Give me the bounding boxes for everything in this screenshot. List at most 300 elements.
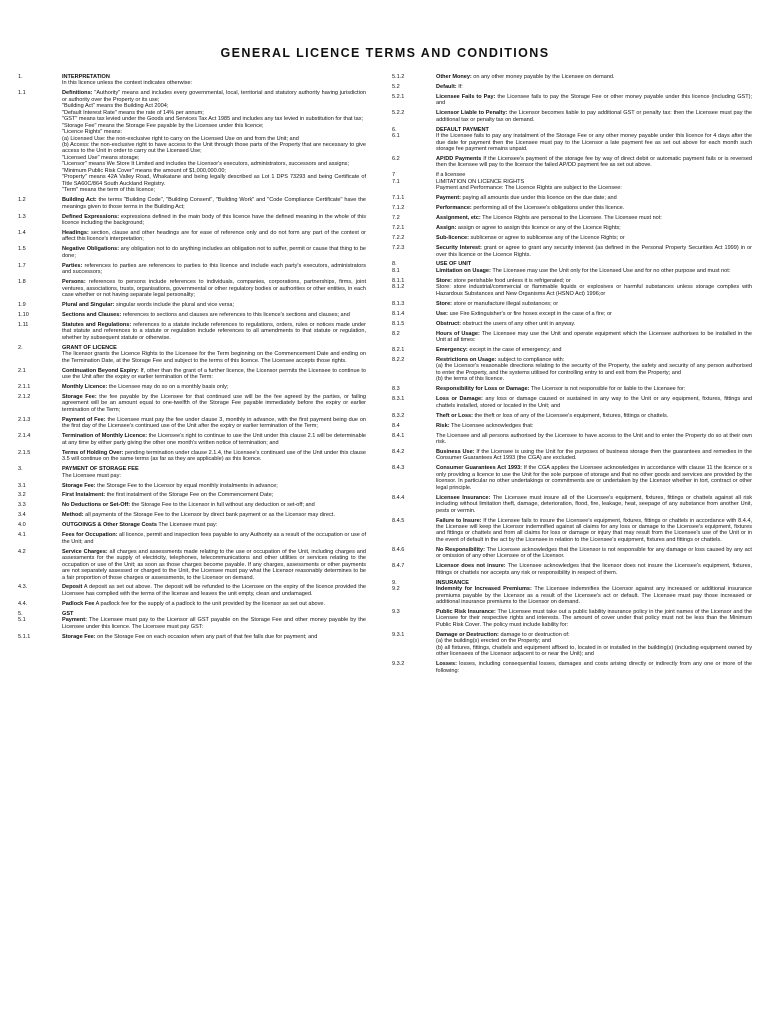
clause-body: the first instalment of the Storage Fee on the Commencement Date; (106, 492, 274, 499)
clause-number: 3.3 (18, 502, 26, 509)
clause (392, 245, 752, 258)
clause-text (436, 261, 752, 274)
clause-text (62, 90, 366, 193)
clause (392, 321, 752, 327)
clause (392, 357, 752, 383)
clause-heading: Statutes and Regulations: (62, 321, 132, 328)
clause (18, 263, 366, 276)
clause-body: The Licensee and all persons authorised by the Licensee to have access to the Unit and to enter the Property do so at their own risk. (436, 432, 752, 445)
clause-body: store perishable food unless it is refrigerated; or Store: store industrial/commercial or flammable liquids or explosives or harmful substances unless storage complies with Hazardous Substances and New Organisms Act (HSNO Act) 1996;or (436, 277, 752, 297)
clause-text (436, 94, 752, 107)
clause-text (436, 449, 752, 462)
clause-heading: First Instalment: (62, 492, 106, 499)
clause (18, 74, 366, 87)
clause-text (62, 502, 366, 508)
clause-number: 8.4.1 (392, 432, 405, 439)
clause-body: on any other money payable by the Licensee on demand. (473, 74, 615, 80)
clause-heading: Sections and Clauses: (62, 312, 122, 318)
clause-heading: Monthly Licence: (62, 384, 108, 391)
clause (18, 302, 366, 308)
clause-body: the Licensor becomes liable to pay additional GST or penalty tax: then the Licensee must pay the additional tax or penalty tax on demand. (436, 110, 752, 123)
clause-text (62, 512, 366, 518)
clause-body: store or manufacture illegal substances; or (453, 300, 559, 307)
clause-heading: Store: (436, 300, 453, 307)
clause-heading: Building Act: (62, 197, 97, 204)
clause-text (436, 172, 752, 191)
clause-text (436, 331, 752, 344)
clause (18, 466, 366, 479)
clause (392, 347, 752, 353)
clause-heading: Licensee Fails to Pay: (436, 93, 496, 100)
clause (392, 156, 752, 169)
clause-number: 8.1.1 8.1.2 (392, 277, 405, 291)
clause-number: 1.5 (18, 246, 26, 253)
clause-heading: Failure to Insure: (436, 517, 482, 524)
clause-text (436, 580, 752, 606)
clause (392, 278, 752, 297)
clause-text (436, 495, 752, 514)
clause (18, 522, 366, 528)
clause-text (62, 345, 366, 364)
clause-body: The Licensee must insure all of the Licensee's equipment, fixtures, fittings or chattels against all risk including without limitation theft, damage, deterioration, flood, fire, leakage, heat, seepage of any substance from another Unit, pests or vermin. (436, 494, 752, 514)
clause-text (436, 311, 752, 317)
clause-text (436, 245, 752, 258)
clause (392, 495, 752, 514)
clause-text (62, 246, 366, 259)
clause-body: A padlock fee for the supply of a padlock to the unit provided by the licensor as set out above. (95, 600, 326, 607)
clause (392, 423, 752, 429)
clause-text (436, 347, 752, 353)
clause-number: 2.1.1 (18, 384, 31, 391)
clause-text (62, 466, 366, 479)
clause-heading: Theft or Loss: (436, 412, 473, 419)
clause-heading: Storage Fee: (62, 394, 97, 401)
clause (18, 634, 366, 640)
clause-number: 8.4.5 (392, 517, 405, 524)
clause-number: 8.1.5 (392, 320, 405, 327)
clause-number: 4.2 (18, 548, 26, 555)
clause-text (436, 74, 752, 80)
clause-body: references to a statute include references to regulations, orders, rules or notices made under that statute and references to a statute or regulation include references to all amendments to that statute or regulation, whether by subsequent statute or otherwise. (62, 321, 366, 341)
clause-body: all payments of the Storage Fee to the Licensor by direct bank payment or as the Licensor may direct. (85, 512, 335, 519)
clause-body: If the Licensee fails to pay any instalment of the Storage Fee or any other money payable under this licence for 4 days after the due date for payment then the Licensee must pay to the Licensor a late payment fee as set out above for each month such storage fee payment remains unpaid. (436, 133, 752, 153)
clause-heading: INTERPRETATION (62, 74, 110, 80)
clause-number: 8.1.4 (392, 310, 405, 317)
clause-heading: Defined Expressions: (62, 213, 120, 220)
clause-body: the Licensee must pay the fee under clause 3, monthly in advance, with the first payment being due on the first day of the Licensee's continued use of the Unit after the expiry or earlier termination of the Term; (62, 416, 366, 430)
clause (392, 331, 752, 344)
clause-heading: Risk: (436, 422, 450, 429)
clause-heading: Loss or Damage: (436, 396, 483, 403)
clause-body: the Licensee's right to continue to use the Unit under this clause 2.1 will be determinable at any time by either party giving the other one month's written notice of termination; and (62, 433, 366, 446)
clause-number: 3.4 (18, 512, 26, 519)
clause-text (436, 127, 752, 153)
clause-body: If the Licensee is using the Unit for the purposes of business storage then the guarantees and remedies in the Consumer Guarantees Act 1993 (the CGA) are excluded. (436, 448, 752, 462)
clause-text (62, 532, 366, 545)
clause-text (62, 302, 366, 308)
clause-heading: Security Interest: (436, 245, 482, 252)
clause-number: 8.3 (392, 386, 400, 393)
clause-body: any obligation not to do anything includes an obligation not to suffer, permit or cause that thing to be done; (62, 246, 366, 259)
clause-number: 5. 5.1 (18, 610, 26, 624)
clause-body: The Licensee acknowledges that the licensor does not insure the Licensee's equipment, fixtures, fittings or chattels nor accepts any risk or responsibility in respect of them. (436, 563, 752, 576)
clause-text (436, 609, 752, 628)
clause-heading: No Responsibility: (436, 546, 485, 553)
clause-text (62, 368, 366, 381)
clause-text (436, 413, 752, 419)
clause-text (436, 518, 752, 544)
clause-text (62, 492, 366, 498)
clause (392, 261, 752, 274)
clause (392, 547, 752, 560)
clause-body: section, clause and other headings are for ease of reference only and do not form any part of the context or affect this licence's interpretation; (62, 229, 367, 243)
clause-heading: No Deductions or Set-Off: (62, 502, 131, 509)
clause-body: If: (458, 83, 463, 90)
clause-number: 5.2 (392, 83, 400, 90)
clause-heading: Responsibility for Loss or Damage: (436, 386, 530, 393)
clause-text (62, 584, 366, 597)
clause-body: the theft or loss of any of the Licensee's equipment, fixtures, fittings or chattels. (474, 412, 669, 419)
clause (18, 312, 366, 318)
clause-heading: Damage or Destruction: (436, 631, 499, 638)
clause (392, 632, 752, 658)
clause (18, 502, 366, 508)
clause-body: The Licensee acknowledges that the Licensor is not responsible for any damage or loss caused by any act or omission of any other Licensee or of the Licensor. (436, 546, 752, 560)
clause (18, 279, 366, 298)
right-column (392, 74, 752, 678)
clause-number: 2.1 (18, 367, 26, 374)
clause (18, 214, 366, 227)
clause-text (62, 549, 366, 581)
clause-heading: INSURANCE Indemnity for Increased Premiums: (436, 579, 532, 593)
clause-text (62, 279, 366, 298)
clause-text (436, 357, 752, 383)
clause-text (436, 278, 752, 297)
clause (18, 90, 366, 193)
clause-text (436, 661, 752, 674)
clause-number: 2.1.3 (18, 416, 31, 423)
clause (18, 483, 366, 489)
clause-body: references to persons include references to individuals, companies, corporations, partnerships, firms, joint ventures, associations, trusts, organisations, governmental or other regulatory bodies or authorities or other entities, in each case whether or not having separate legal personality; (62, 279, 366, 299)
clause-body: references to sections and clauses are references to this licence's sections and clauses; and (122, 312, 350, 318)
clause-heading: Hours of Usage: (436, 330, 480, 337)
clause-number: 4.0 (18, 522, 26, 529)
clause-body: losses, including consequential losses, damages and costs arising directly or indirectly from any one or more of the following: (436, 661, 752, 674)
clause-body: The Licence Rights are personal to the Licensee. The Licensee must not: (482, 215, 662, 222)
clause (392, 465, 752, 491)
clause (18, 549, 366, 581)
clause-number: 7.1.2 (392, 205, 405, 212)
clause-heading: Payment: (436, 195, 461, 202)
clause-body: any loss or damage caused or sustained in any way to the Unit or any equipment, fixtures, fittings and chattels installed, stored or located in the Unit; and (436, 396, 752, 409)
clause-text (62, 197, 366, 210)
clause-heading: OUTGOINGS & Other Storage Costs (62, 522, 157, 529)
clause (392, 110, 752, 123)
clause-number: 8.4 (392, 422, 400, 429)
clause-body: except in the case of emergency; and (469, 347, 562, 353)
clause-number: 8.4.3 (392, 465, 405, 472)
clause-heading: DEFAULT PAYMENT (436, 126, 489, 133)
clause-number: 4.1 (18, 532, 26, 539)
clause-number: 1.8 (18, 279, 26, 286)
clause-heading: Termination of Monthly Licence: (62, 433, 148, 440)
clause-heading: Licensor does not insure: (436, 563, 506, 570)
clause (18, 384, 366, 390)
clause (18, 611, 366, 630)
clause-number: 8.4.7 (392, 563, 405, 570)
clause-heading: Storage Fee: (62, 633, 96, 640)
clause (18, 246, 366, 259)
clause-body: the Licensee fails to pay the Storage Fee or other money payable under this licence (including GST); and (436, 93, 752, 107)
clause (392, 215, 752, 221)
clause-number: 6. 6.1 (392, 126, 400, 140)
clause-number: 3. (18, 466, 23, 473)
clause-number: 5.1.2 (392, 74, 405, 80)
clause-heading: Method: (62, 512, 84, 519)
clause-body: The Licensee indemnifies the Licensor against any increased or additional insurance premiums payable by the Licensor as a result of the Licensee's act or default. The Licensee must pay those increased or additional insurance premiums to the Licensor on demand. (436, 586, 752, 605)
clause-number: 7.1.1 (392, 195, 405, 202)
clause-number: 7 7.1 (392, 172, 400, 185)
clause-text (436, 632, 752, 658)
clause (392, 205, 752, 211)
clause (392, 94, 752, 107)
clause-number: 9.3 (392, 608, 400, 615)
clause-heading: Negative Obligations: (62, 246, 120, 253)
clause-number: 1.10 (18, 312, 29, 318)
clause-number: 8.2.1 (392, 347, 405, 353)
clause-number: 7.2.3 (392, 245, 405, 252)
clause-heading: GST Payment: (62, 610, 87, 624)
clause-body: subject to compliance with: (a) the Licensor's reasonable directions relating to the security of the Property, the safety and security of any person authorised to enter the Property, and the systems utilised for controlling entry to and exit from the Property; and (b) the terms of this licence. (436, 356, 752, 383)
clause-body: If the Licensee fails to insure the Licensee's equipment, fixtures, fittings or chattels in accordance with 8.4.4, the Licensee will keep the Licensor indemnified against all claims for any loss or damage to the Licensee's equipment, fixtures and fittings or chattels and from all claims for loss or damage or injury that may result from the Licensee's use of the Unit or in the event of default in the act by the Licensee in relation to the Licensee's equipment, fixtures and fittings or chattels. (436, 517, 752, 543)
clause-body: The Licensee must pay: (62, 472, 121, 479)
clause-text (62, 322, 366, 341)
clause-body: pending termination under clause 2.1.4, the Licensee's continued use of the Unit under this clause 3.5 will continue on the same terms (as far as they are applicable) as this licence. (62, 449, 366, 463)
clause-number: 1.4 (18, 229, 26, 236)
clause-heading: Fees for Occupation: (62, 532, 118, 539)
clause-number: 4.4. (18, 600, 28, 607)
clause-number: 1.1 (18, 90, 26, 97)
clause-text (62, 417, 366, 430)
clause (392, 225, 752, 231)
clause-heading: Parties: (62, 262, 83, 269)
clause-heading: Payment of Fee: (62, 416, 106, 423)
clause-body: on the Storage Fee on each occasion when any part of that fee falls due for payment; and (97, 633, 318, 640)
clause-number: 8.1.3 (392, 300, 405, 307)
clause-number: 9.3.1 (392, 631, 405, 638)
clause-body: The Licensee must take out a public liability insurance policy in the joint names of the Licensor and the Licensee for their respective rights and interests. The amount of cover under that policy must not be less than the Minimum Public Risk Cover. The policy must include liability for: (436, 608, 752, 628)
clause-text (436, 547, 752, 560)
clause-heading: Storage Fee: (62, 482, 96, 489)
clause-body: paying all amounts due under this licence on the due date; and (462, 195, 617, 202)
clause-text (62, 74, 366, 87)
clause-heading: Restrictions on Usage: (436, 356, 497, 363)
clause-heading: Assign: (436, 225, 457, 232)
clause-number: 1.2 (18, 197, 26, 204)
clause-number: 7.2.2 (392, 235, 405, 242)
clause-heading: Terms of Holding Over: (62, 449, 124, 456)
clause-heading: Deposit (62, 584, 83, 591)
clause-body: the Storage Fee to the Licensor by equal monthly instalments in advance; (97, 482, 278, 489)
clause-text (62, 611, 366, 630)
clause-body: the Storage Fee to the Licensor in full without any deduction or set-off; and (131, 502, 315, 509)
clause (18, 433, 366, 446)
clause-body: In this licence unless the context indicates otherwise: (62, 80, 193, 87)
clause-text (436, 156, 752, 169)
clause-text (436, 225, 752, 231)
clause-text (436, 563, 752, 576)
clause-text (436, 235, 752, 241)
clause-heading: Business Use: (436, 448, 475, 455)
clause-body: If the Licensee's payment of the storage fee by way of direct debit or automatic payment fails or is reversed then the licensee will pay to the licensor the failed AP/DD payment fee as set out above. (436, 156, 752, 169)
clause-number: 8.2 (392, 330, 400, 337)
clause-body: The Licensee must pay: (158, 522, 218, 529)
clause (18, 584, 366, 597)
clause (392, 433, 752, 446)
clause (392, 127, 752, 153)
clause-heading: Persons: (62, 279, 86, 286)
left-column (18, 74, 366, 644)
clause-body: The Licensee may use the Unit and operate equipment which the Licensee authorises to be installed in the Unit at all times: (436, 330, 752, 344)
clause-heading: PAYMENT OF STORAGE FEE (62, 466, 139, 473)
document-title: GENERAL LICENCE TERMS AND CONDITIONS (220, 46, 550, 60)
clause-number: 8.2.2 (392, 356, 405, 363)
clause (392, 195, 752, 201)
clause-text (436, 386, 752, 392)
clause-number: 1. (18, 74, 23, 80)
clause-text (62, 522, 366, 528)
clause-number: 1.7 (18, 262, 26, 269)
clause-text (436, 465, 752, 491)
clause (392, 396, 752, 409)
clause-number: 7.2 (392, 215, 400, 222)
clause-text (436, 84, 752, 90)
clause-number: 3.2 (18, 492, 26, 499)
clause-number: 9.3.2 (392, 661, 405, 668)
clause-number: 8.4.6 (392, 546, 405, 553)
clause-text (436, 433, 752, 446)
clause-number: 6.2 (392, 156, 400, 163)
clause-text (62, 483, 366, 489)
clause (392, 563, 752, 576)
clause-heading: USE OF UNIT Limitation on Usage: (436, 261, 491, 274)
clause-body: The Licensor is not responsible for or liable to the Licensee for: (530, 386, 686, 393)
clause-number: 1.11 (18, 321, 29, 328)
clause-number: 7.2.1 (392, 225, 405, 232)
clause-number: 8.3.2 (392, 412, 405, 419)
clause-heading: Losses: (436, 661, 457, 668)
clause-body: The Licensee may use the Unit only for the Licensed Use and for no other purpose and must not: (492, 267, 731, 274)
clause-body: If, other than the grant of a further licence, the Licensor permits the Licensee to continue to use the Unit after the expiry or earlier termination of the Term: (62, 367, 366, 381)
clause-body: assign or agree to assign this licence or any of the Licence Rights; (457, 225, 621, 232)
clause-number: 5.1.1 (18, 633, 31, 640)
clause-number: 8. 8.1 (392, 261, 400, 274)
clause-body: expressions defined in the main body of this licence have the defined meaning in the whole of this licence including the background; (62, 213, 367, 227)
clause-text (62, 263, 366, 276)
clause-body: sublicense or agree to sublicense any of the Licence Rights; or (470, 235, 625, 242)
clause (18, 368, 366, 381)
clause-number: 1.9 (18, 302, 26, 309)
clause-body: references to parties are references to parties to this licence and include each party's executors, administrators and successors; (62, 262, 366, 276)
clause (392, 609, 752, 628)
clause-number: 4.3. (18, 584, 28, 591)
clause-text (62, 384, 366, 390)
clause (392, 311, 752, 317)
clause-text (62, 230, 366, 243)
clause (18, 450, 366, 463)
clause-heading: Use: (436, 310, 449, 317)
clause (18, 512, 366, 518)
clause-heading: Default: (436, 83, 457, 90)
clause-body: the Licensee may do so on a monthly basis only; (108, 384, 229, 391)
clause-number: 2. (18, 344, 23, 351)
clause-heading: Padlock Fee (62, 600, 95, 607)
clause-heading: Licensee Insurance: (436, 494, 491, 501)
clause (392, 172, 752, 191)
clause-body: obstruct the users of any other unit in anyway. (462, 320, 576, 327)
clause-number: 1.3 (18, 213, 26, 220)
clause-number: 5.2.2 (392, 110, 405, 117)
clause-number: 9. 9.2 (392, 579, 400, 593)
clause-text (436, 215, 752, 221)
clause (392, 449, 752, 462)
clause-heading: Obstruct: (436, 320, 461, 327)
clause-heading: Service Charges: (62, 548, 108, 555)
clause-heading: Public Risk Insurance: (436, 608, 496, 615)
clause-body: the fee payable by the Licensee for that continued use will be the fee agreed by the parties, or failing agreement will be an amount equal to one-twelfth of the Storage Fee payable immediately before the expiry or earlier termination of the Term; (62, 394, 366, 413)
clause (392, 518, 752, 544)
clause-number: 8.3.1 (392, 396, 405, 403)
clause-heading: Performance: (436, 205, 472, 212)
clause-number: 5.2.1 (392, 93, 405, 100)
clause-body: if a licensee LIMITATION ON LICENCE RIGHTS Payment and Performance: The Licence Rights are subject to the Licensee: (436, 172, 622, 192)
clause-body: performing all of the Licensee's obligations under this licence. (473, 205, 625, 212)
clause-body: use Fire Extinguisher's or fire hoses except in the case of a fire; or (449, 310, 612, 317)
clause-body: the terms "Building Code", "Building Consent", "Building Work" and "Code Compliance Certificate" have the meanings given to those terms in the Building Act; (62, 197, 366, 210)
clause-body: A deposit as set out above. The deposit will be refunded to the Licensee on the expiry of the licence provided the Licensee has complied with the terms of the license and leaves the unit empty, clean and undamaged. (62, 584, 366, 597)
clause (392, 74, 752, 80)
clause-number: 3.1 (18, 482, 26, 489)
clause-body: The licensor grants the Licence Rights to the Licensee for the Term beginning on the Commencement Date and ending on the Termination Date, at the Storage Fee and subject to the terms of this licence. The Licensee accepts those rights. (62, 351, 366, 364)
clause (18, 417, 366, 430)
clause-heading: Continuation Beyond Expiry: (62, 367, 139, 374)
clause-heading: Sub-licence: (436, 235, 469, 242)
clause-text (62, 433, 366, 446)
clause-heading: Consumer Guarantees Act 1993: (436, 465, 523, 472)
clause-text (436, 423, 752, 429)
clause-body: The Licensee must pay to the Licensor all GST payable on the Storage Fee and other money payable by the Licensee under this licence. The Licensee must pay GST: (62, 617, 366, 630)
clause-heading: GRANT OF LICENCE (62, 344, 117, 351)
clause-number: 2.1.5 (18, 449, 31, 456)
clause-body: If the CGA applies the Licensee acknowledges in accordance with clause 11 the licence or s only providing a licence to use the Unit for the sole purpose of storage and that no other goods and services are provided by the licensor. In particular no other undertakings or commitments are or undertaken by the Licensor whether in tort, contract or other legal principle. (436, 465, 752, 491)
clause-heading: Assignment, etc: (436, 215, 481, 222)
clause (18, 345, 366, 364)
clause (18, 601, 366, 607)
clause-body: all licence, permit and inspection fees payable to any Authority as a result of the occupation or use of the Unit; and (62, 532, 367, 545)
clause-heading: AP/DD Payments (436, 156, 482, 163)
clause (392, 84, 752, 90)
clause-text (62, 601, 366, 607)
clause-body: The Licensee acknowledges that: (451, 422, 534, 429)
clause-heading: Emergency: (436, 347, 468, 353)
clause-text (62, 214, 366, 227)
clause-text (436, 301, 752, 307)
clause-heading: Plural and Singular: (62, 302, 115, 309)
clause (18, 394, 366, 413)
clause (392, 413, 752, 419)
clause (392, 386, 752, 392)
clause-number: 2.1.2 (18, 394, 31, 401)
